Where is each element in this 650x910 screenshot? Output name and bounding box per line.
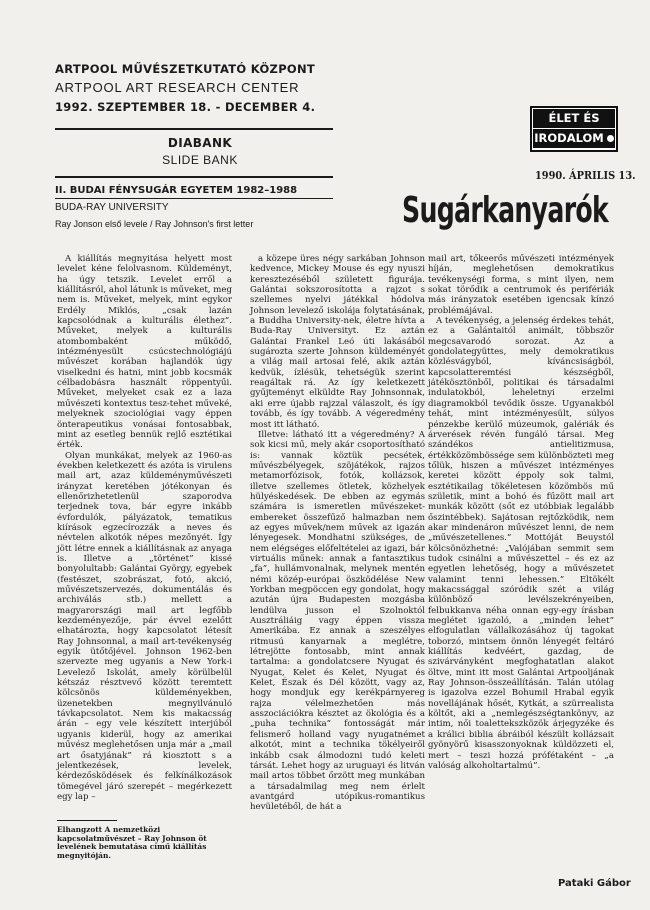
logo-dot-icon xyxy=(607,135,614,142)
article-headline: Sugárkanyarók xyxy=(402,190,609,231)
paragraph: A kiállítás megnyitása helyett most levelet kéne felolvasnom. Küldeményt, ha úgy tetszik. Levelet erről a kiállításról, ahol látunk is műveket, meg nem is. Műveket, melyek, mint egykor Erdély Miklós, „csak lazán kapcsolódnak a kulturális élethez”. Műveket, melyek a kulturális atombombaként működő, intézményesült csúcstechnológiájú művészet korában hajlandók úgy viselkedni és hatni, mint jobb kocsmák célbadobásra használt röppentyűi. Műveket, melyeket csak ez a laza művészeti kontextus tesz-tehet műveké, melyeknek szociológiai vagy éppen önterapeutikus vonásai fontosabbak, mint az esetleg bennük rejlő esztétikai érték. xyxy=(57,254,232,451)
paragraph: a közepe üres négy sarkában Johnson kedvence, Mickey Mouse és egy nyuszi keresztezéséből született figurája. Galántai sokszorosította a rajzot s szellemes nyelvi játékkal hódolva Johnson levelező iskolája folytatásának, a Buddha University-nek, életre hívta a Buda-Ray Universityt. Ez aztán Galántai Frankel Leó úti lakásából sugározta szerte Johnson küldeményét a világ mail artosai felé, akik aztán kedvük, ízlésük, tehetségük szerint reagáltak rá. Az így keletkezett gyűjteményt elküldte Ray Johnsonnak, aki erre újabb rajzzal válaszolt, és így tovább, és így tovább. A végeredmény most itt látható. xyxy=(250,254,425,430)
paragraph: A tevékenység, a jelenség érdekes tehát, ez a Galántaitól animált, többször megcsavarodó sorozat. Az a gondolategyüttes, mely demokratikus közlésvágyból, kíváncsiságból, kapcsolatteremtési készségből, játékösztönből, politikai és társadalmi indulatokból, leheletnyi erzelmi diagramokból tevődik össze. Ugyanakból tehát, mint intézményesült, súlyos pénzekbe kerülő múzeumok, galériák és árverések révén fungáló társai. Meg szándékos antielitizmusa, értékközömbössége sem különbözteti meg tőlük, hiszen a művészet intézményes keretei között éppoly sok talmi, esztétikailag tökéletesen közömbös mű születik, mint a bohó és fűzött mail art munkák között (sőt ez utóbbiak legalább őszintébbek). Sajátosan rejtőzködik, nem akar mindenáron művészet lenni, de nem „művészetellenes.” Mottóját Beuystól kölcsönözhetné: „Valójában semmit sem tudok csinálni a művészettel – és ez az egyetlen lehetőség, hogy a művészetet valamint tenni lehessen.” Eltökélt makacssággal szóródik szét a világ különböző levélszekrényeiben, felbukkanva néha onnan egy-egy írásban meglétet igazoló, a „minden lehet” elfogulatlan vállalkozásához új tagokat toborzó, mintsem önnön lényegét feltáró kiállítás kedvéért, gazdag, de szivárványként megfoghatatlan alakot öltve, mint itt most Galántai Artpooljának Ray Johnson-összeállításán. Talán utólag is igazolva ezzel Bohumil Hrabal egyik novellájának hősét, Kytkát, a szürrealista költőt, aki a „nemlegészségtankönyv, az intim, női toalettekszközök árjegyzéke és a králici biblia ábráiból készült kollázsait gyönyörű kisasszonyoknak küldözzeti el, mert – teszi hozzá prófétaként – „a valóság alkoholtartalmú”. xyxy=(428,316,614,771)
divider-university xyxy=(55,198,333,199)
institution-name-hu: ARTPOOL MŰVÉSZETKUTATÓ KÖZPONT xyxy=(55,62,316,76)
paragraph: Olyan munkákat, melyek az 1960-as években keletkezett és azóta is virulens mail art, azaz küldeményművészeti irányzat keretében jótékonyan és ellenőrizhetetlenül szaporodva terjednek tova, bár egyre inkább évfordulók, pályázatok, tematikus kiírások egzecírozzák a neves és névtelen alkotók népes mezőnyét. Így jött létre ennek a kiállításnak az anyaga is. Illetve a „történet” kissé bonyolultabb: Galántai György, egyebek (festészet, szobrászat, fotó, akció, művészetszervezés, dokumentálás és archiválás stb.) mellett a magyarországi mail art legfőbb kezdeményezője, pár évvel ezelőtt elhatározta, hogy kapcsolatot létesít Ray Johnsonnal, a mail art-tevékenység egyik ütőtőjével. Johnson 1962-ben szervezte meg ugyanis a New York-i Levelező Iskolát, amely körülbelül kétszáz résztvevő között teremtett kölcsönös küldeményekben, üzenetekben megnyilvánuló távkapcsolatot. Nem kis makacsság árán – egy vele készített interjúból ugyanis kiderül, hogy az amerikai művész meglehetősen unja már a „mail art ősatyjának” rá kiosztott s a jelentkezések, levelek, kérdezősködések és felkínálkozások tömegével járó szerepét – megérkezett egy lap – xyxy=(57,450,232,802)
diabank-title-en: SLIDE BANK xyxy=(162,153,238,167)
article-column-3 xyxy=(428,254,614,771)
divider-middle xyxy=(55,176,333,178)
university-title-en: BUDA-RAY UNIVERSITY xyxy=(55,202,169,213)
article-author: Pataki Gábor xyxy=(558,878,631,889)
letter-subtitle: Ray Jonson első levele / Ray Johnson's first letter xyxy=(55,219,254,229)
divider-top xyxy=(55,128,333,130)
university-title-hu: II. BUDAI FÉNYSUGÁR EGYETEM 1982–1988 xyxy=(55,185,298,196)
logo-bottom-row xyxy=(533,129,615,148)
publication-date: 1990. ÁPRILIS 13. xyxy=(535,168,636,182)
article-column-1 xyxy=(57,254,232,802)
logo-bottom-text: IRODALOM xyxy=(534,131,604,145)
institution-name-en: ARTPOOL ART RESEARCH CENTER xyxy=(55,80,300,95)
footnote-divider xyxy=(57,820,117,821)
logo-top-text: ÉLET ÉS xyxy=(533,109,615,128)
footnote: Elhangzott A nemzetközi kapcsolatművészet – Ray Johnson öt levelének bemutatása című kiállítás megnyitóján. xyxy=(57,825,207,860)
paragraph: Illetve: látható itt a végeredmény? A sok kicsi mű, mely akár csoportosítható is: vannak köztük pecsétek, művészbélyegek, szöjátékok, rajzos metamorfózisok, fotók, kollázsok, illetve szellemes ötletek, közhelyek hülyéskedések. De ebben az egymás számára is ismeretlen művészeket-embereket összefűző halmazban nem az egyes művek/nem művek az igazán lényegesek. Mondhatni szükséges, de nem elégséges előfeltételei az igazi, bár virtuális műnek: annak a fantasztikus „fa”, hullámvonalnak, melynek mentén némi közép-európai öszködélése New Yorkban megpöccen egy gondolat, hogy azután újra Budapesten mozgásba lendülva jusson el Szolnoktól Ausztráliáig vagy éppen vissza Amerikába. Ez annak a szeszélyes ritmusú kanyarnak a meglétre, létrejötte fontosabb, mint annak tartalma: a gondolatcsere Nyugat és Nyugat, Kelet és Kelet, Nyugat és Kelet, Észak és Dél között, vagy az, hogy mondjuk egy kerékpárnyereg rajza vélelmezhetően más asszociációkra késztet az ökológia és a „puha technika” fontosságát már felismerő holland vagy nyugatnémet alkotót, mint a technika tökélyeiről inkább csak álmodozni tudó keleti társát. Lehet hogy az uruguayi és litván mail artos többet őrzött meg munkában a társadalmilag meg nem érlelt avantgárd utópikus-romantikus hevületéből, de hát a xyxy=(250,429,425,813)
article-column-2 xyxy=(250,254,425,813)
exhibition-dates: 1992. SZEPTEMBER 18. - DECEMBER 4. xyxy=(55,100,316,114)
diabank-title-hu: DIABANK xyxy=(167,136,233,150)
paragraph: mail art, tőkeerős művészeti intézmények híján, meglehetősen demokratikus tevékenységi forma, s mint ilyen, nem sokat törődik a centrumok és perifériák más irányzatok esetében igencsak kínzó problémájával. xyxy=(428,254,614,316)
magazine-logo xyxy=(530,106,618,152)
